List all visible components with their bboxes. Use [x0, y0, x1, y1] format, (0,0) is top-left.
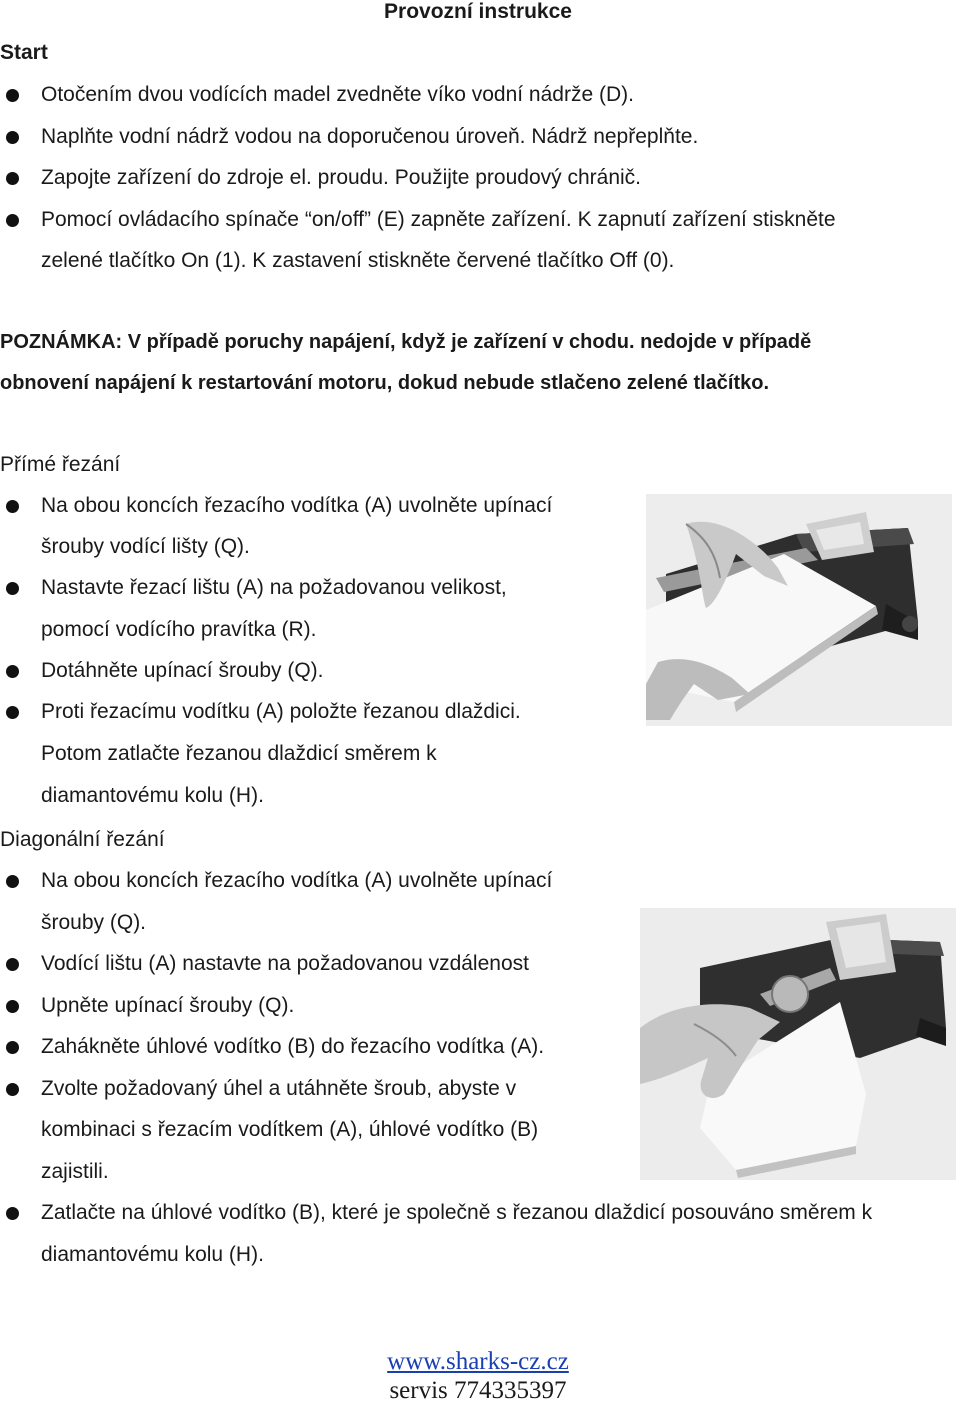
list-item: Zvolte požadovaný úhel a utáhněte šroub, abyste v	[41, 1077, 517, 1100]
list-item: Na obou koncích řezacího vodítka (A) uvolněte upínací	[41, 869, 553, 892]
list-item: Upněte upínací šrouby (Q).	[41, 994, 295, 1017]
list-item: Zahákněte úhlové vodítko (B) do řezacího vodítka (A).	[41, 1035, 545, 1058]
list-item: Proti řezacímu vodítku (A) položte řezanou dlaždici.	[41, 700, 521, 723]
bullet-icon	[6, 1207, 19, 1220]
list-item-continuation: zelené tlačítko On (1). K zastavení stiskněte červené tlačítko Off (0).	[41, 249, 675, 272]
website-link[interactable]: www.sharks-cz.cz	[387, 1348, 569, 1375]
list-item: Naplňte vodní nádrž vodou na doporučenou úroveň. Nádrž nepřeplňte.	[41, 125, 699, 148]
section-heading-straight-cutting: Přímé řezání	[0, 453, 121, 476]
bullet-icon	[6, 1000, 19, 1013]
footer-website[interactable]	[0, 1348, 956, 1376]
note-line: POZNÁMKA: V případě poruchy napájení, když je zařízení v chodu. nedojde v případě	[0, 331, 812, 353]
list-item: Pomocí ovládacího spínače “on/off” (E) zapněte zařízení. K zapnutí zařízení stiskněte	[41, 208, 836, 231]
bullet-icon	[6, 1083, 19, 1096]
page-title: Provozní instrukce	[384, 0, 572, 23]
list-item: Zatlačte na úhlové vodítko (B), které je společně s řezanou dlaždicí posouváno směrem k	[41, 1201, 873, 1224]
bullet-icon	[6, 131, 19, 144]
list-item-continuation: šrouby vodící lišty (Q).	[41, 535, 250, 558]
section-heading-start: Start	[0, 41, 48, 64]
list-item-continuation: šrouby (Q).	[41, 911, 147, 934]
list-item-continuation: diamantovému kolu (H).	[41, 784, 264, 807]
bullet-icon	[6, 214, 19, 227]
list-item-continuation: zajistili.	[41, 1160, 109, 1183]
bullet-icon	[6, 89, 19, 102]
list-item-continuation: kombinaci s řezacím vodítkem (A), úhlové vodítko (B)	[41, 1118, 539, 1141]
list-item: Zapojte zařízení do zdroje el. proudu. Použijte proudový chránič.	[41, 166, 642, 189]
list-item: Dotáhněte upínací šrouby (Q).	[41, 659, 324, 682]
note-line: obnovení napájení k restartování motoru, dokud nebude stlačeno zelené tlačítko.	[0, 372, 770, 394]
section-heading-diagonal-cutting: Diagonální řezání	[0, 828, 165, 851]
bullet-icon	[6, 706, 19, 719]
diagonal-cutting-photo	[640, 908, 956, 1180]
bullet-icon	[6, 582, 19, 595]
list-item: Na obou koncích řezacího vodítka (A) uvolněte upínací	[41, 494, 553, 517]
bullet-icon	[6, 500, 19, 513]
list-item: Nastavte řezací lištu (A) na požadovanou velikost,	[41, 576, 507, 599]
bullet-icon	[6, 172, 19, 185]
footer-service-phone: servis 774335397	[389, 1377, 567, 1404]
list-item-continuation: diamantovému kolu (H).	[41, 1243, 264, 1266]
list-item: Vodící lištu (A) nastavte na požadovanou vzdálenost	[41, 952, 529, 975]
list-item-continuation: Potom zatlačte řezanou dlaždicí směrem k	[41, 742, 437, 765]
straight-cutting-photo	[646, 494, 952, 726]
list-item: Otočením dvou vodících madel zvedněte víko vodní nádrže (D).	[41, 83, 634, 106]
bullet-icon	[6, 958, 19, 971]
bullet-icon	[6, 665, 19, 678]
list-item-continuation: pomocí vodícího pravítka (R).	[41, 618, 317, 641]
bullet-icon	[6, 875, 19, 888]
bullet-icon	[6, 1041, 19, 1054]
